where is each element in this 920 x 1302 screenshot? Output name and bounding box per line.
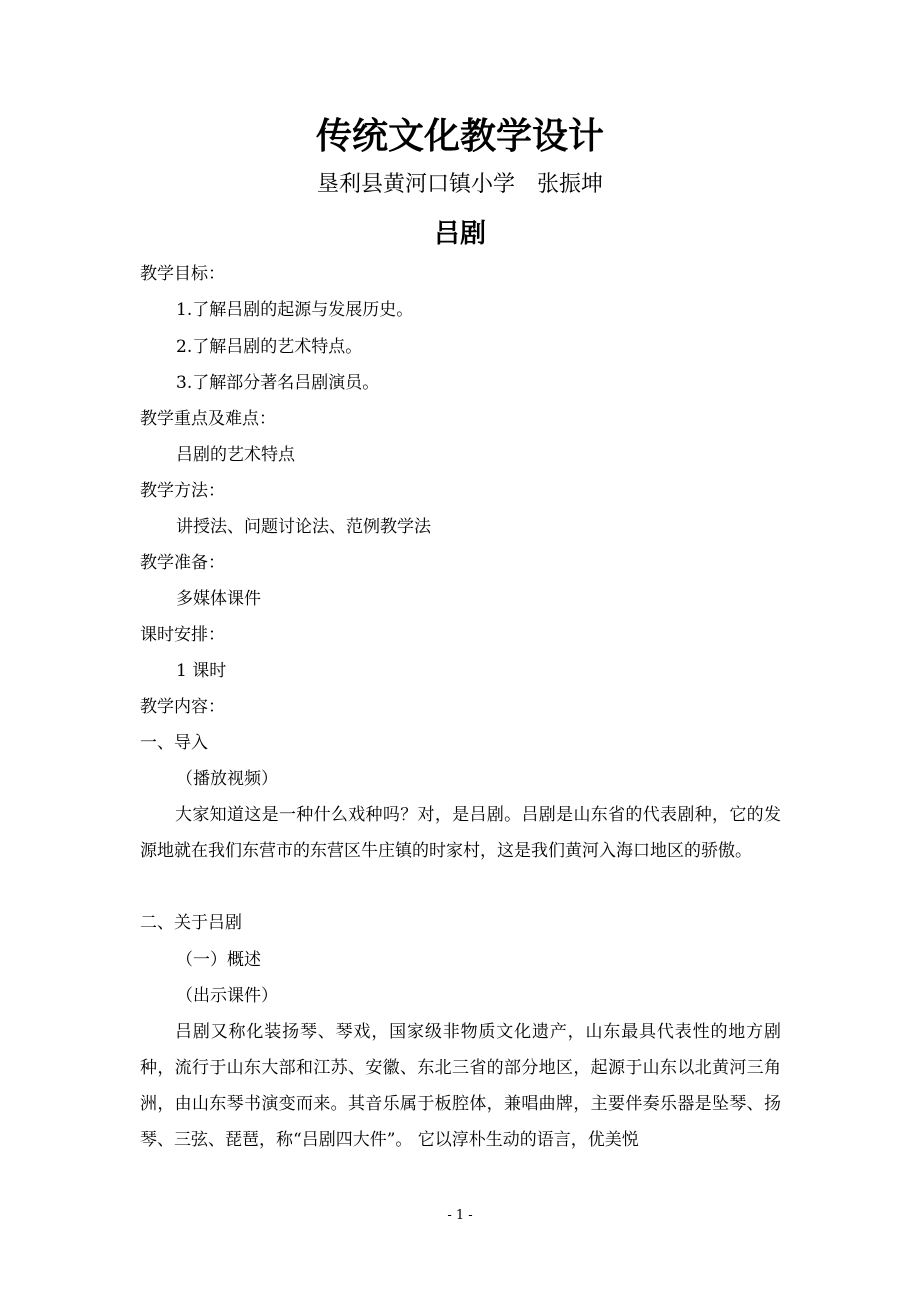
intro-paragraph: 大家知道这是一种什么戏种吗？对，是吕剧。吕剧是山东省的代表剧种，它的发源地就在我们东营市的东营区牛庄镇的时家村，这是我们黄河入海口地区的骄傲。	[140, 805, 781, 861]
schedule-text: 1 课时	[176, 661, 227, 681]
author-line: 垦利县黄河口镇小学 张振坤	[316, 172, 603, 197]
schedule-label: 课时安排：	[140, 625, 225, 645]
overview-heading: （一）概述	[176, 950, 261, 970]
section-heading-about: 二、关于吕剧	[140, 913, 242, 933]
goal-item: 3.了解部分著名吕剧演员。	[176, 373, 380, 393]
intro-note: （播放视频）	[176, 769, 278, 789]
preparation-text: 多媒体课件	[176, 589, 261, 609]
method-text: 讲授法、问题讨论法、范例教学法	[176, 517, 431, 537]
content-label: 教学内容：	[140, 697, 225, 717]
overview-paragraph: 吕剧又称化装扬琴、琴戏，国家级非物质文化遗产，山东最具代表性的地方剧种，流行于山东大部和江苏、安徽、东北三省的部分地区，起源于山东以北黄河三角洲，由山东琴书演变而来。其音乐属于板腔体，兼唱曲牌，主要伴奏乐器是坠琴、扬琴、三弦、琵琶，称“吕剧四大件”。 它以淳朴生动的语言，优美悦	[140, 1022, 781, 1150]
key-points-label: 教学重点及难点：	[140, 409, 276, 429]
document-title: 传统文化教学设计	[315, 115, 604, 157]
topic-heading: 吕剧	[433, 219, 486, 249]
key-points-text: 吕剧的艺术特点	[176, 445, 295, 465]
preparation-label: 教学准备：	[140, 553, 225, 573]
overview-note: （出示课件）	[176, 986, 278, 1006]
method-label: 教学方法：	[140, 481, 225, 501]
section-heading-intro: 一、导入	[140, 733, 208, 753]
goal-item: 2.了解吕剧的艺术特点。	[176, 337, 363, 357]
goals-label: 教学目标：	[140, 264, 225, 284]
page-number: - 1 -	[447, 1208, 473, 1223]
goal-item: 1.了解吕剧的起源与发展历史。	[176, 300, 414, 320]
